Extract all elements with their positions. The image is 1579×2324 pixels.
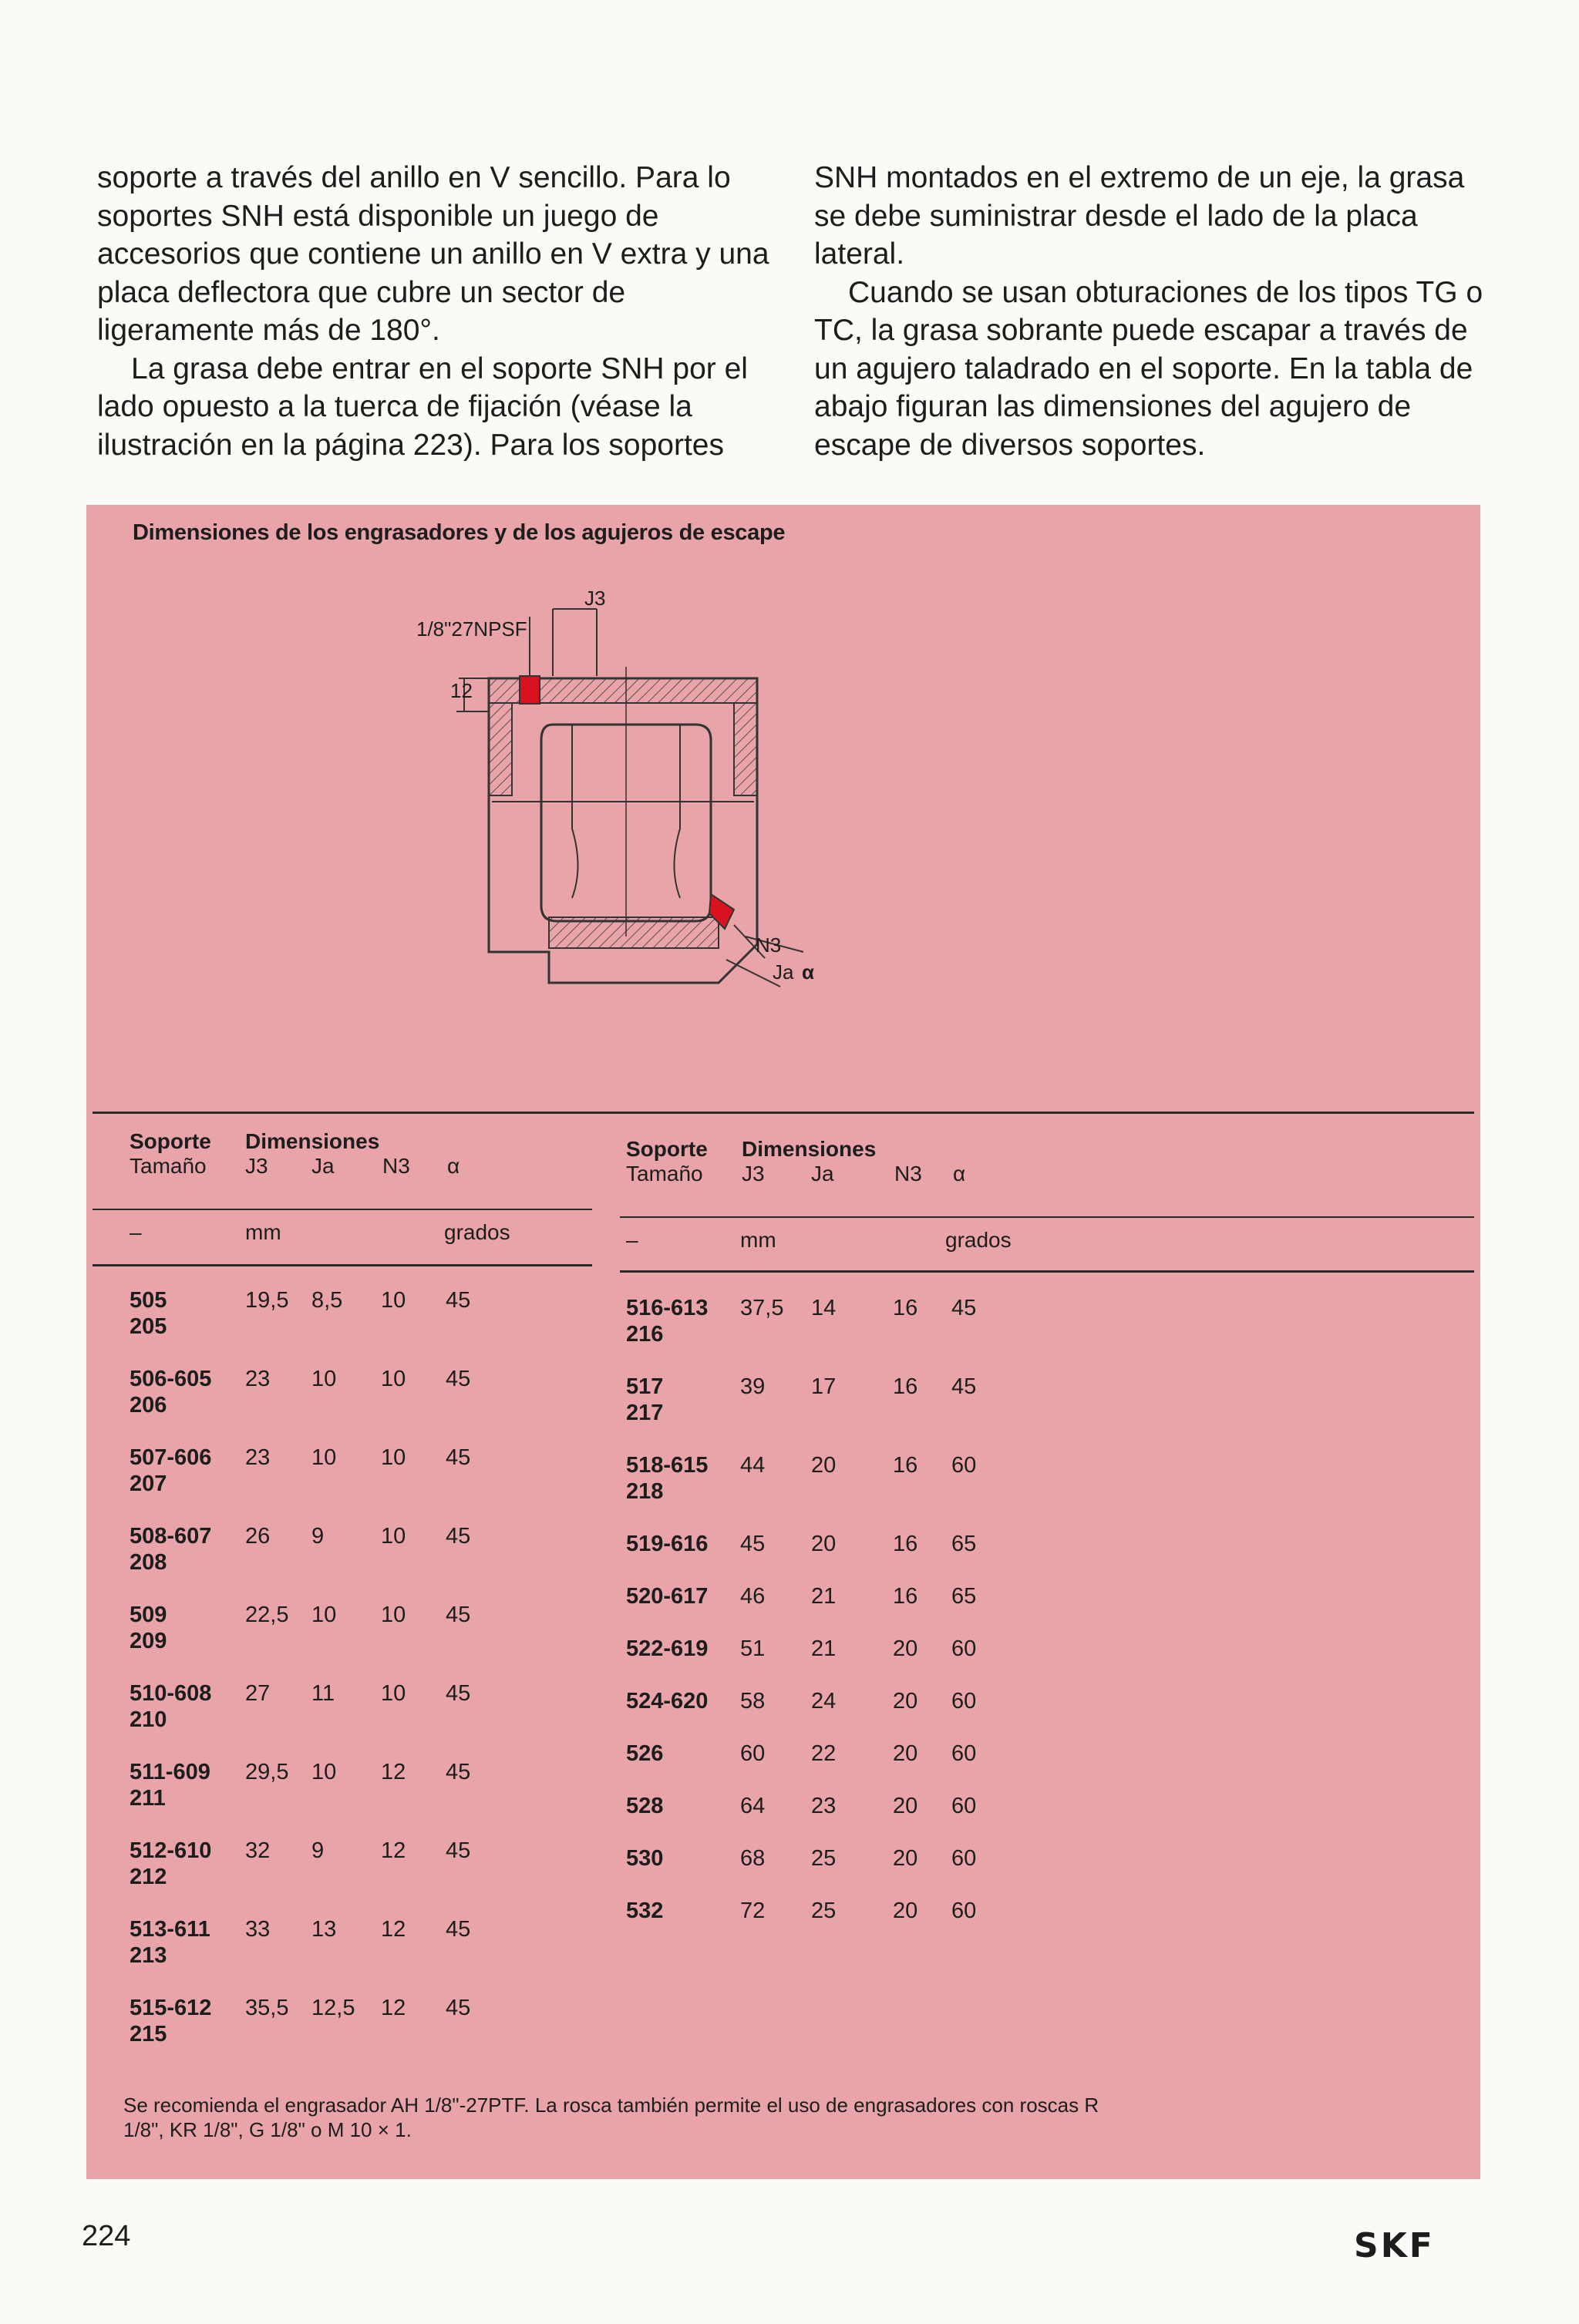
j3-label: J3 [584,587,606,610]
unit-mm: mm [740,1228,776,1252]
unit-grados: grados [945,1228,1012,1252]
header-dimensiones: Dimensiones [742,1137,877,1161]
paragraph: soporte a través del anillo en V sencillo. Para lo soportes SNH está disponible un juego de accesorios que contiene un anillo en V extra y una placa deflectora que cubre un sector de ligeramente más de 180°. [97,161,769,347]
right-header-rule [620,1216,1474,1218]
header-ja: Ja [311,1154,335,1178]
left-header-rule [93,1209,592,1210]
left-wall [489,703,512,795]
dimensions-panel: Dimensiones de los engrasadores y de los agujeros de escape 1/8"27NPSF J3 12 N3 Ja α Soporte Dimensiones Tamaño J3 Ja N3 α – mm grados Soporte Dimensiones Tamaño J3 Ja N3 α – mm grados 505 19,5 8,5 10 45 205 506-605 23 10 10 45 206 507-606 23 10 10 45 207 508-607 26 9 10 45 208 509 22,5 10 10 45 209 510-608 27 11 10 45 210 511-609 29,5 10 12 45 211 512-610 32 9 12 45 212 513-611 33 13 12 45 213 515-612 35,5 12,5 12 45 215 516-613 37,5 14 16 45 216 517 39 17 16 45 217 518-615 44 20 16 60 218 519-616 45 20 16 65 520-617 46 21 16 65 522-619 51 21 20 60 524-620 58 24 20 60 526 60 22 20 60 528 64 23 20 60 530 68 25 20 60 532 72 25 20 60 Se recomienda el engrasador AH 1/8"-27PTF. La rosca también permite el uso de engrasadores con roscas R 1/8", KR 1/8", G 1/8" o M 10 × 1. [86,505,1480,2179]
paragraph: La grasa debe entrar en el soporte SNH por el lado opuesto a la tuerca de fijación (véase la ilustración en la página 223). Para los soportes [97,351,748,462]
body-text-right-column [814,159,1493,464]
header-alpha: α [447,1154,460,1178]
right-units-rule [620,1270,1474,1273]
twelve-label: 12 [450,679,473,702]
header-j3: J3 [742,1162,765,1186]
header-j3: J3 [245,1154,268,1178]
header-n3: N3 [382,1154,410,1178]
footnote: Se recomienda el engrasador AH 1/8"-27PTF. La rosca también permite el uso de engrasadores con roscas R 1/8", KR 1/8", G 1/8" o M 10 × 1. [123,2094,1099,2141]
ja-label: Ja [773,960,794,984]
header-tamano: Tamaño [130,1154,207,1178]
header-soporte: Soporte [130,1129,211,1153]
unit-mm: mm [245,1220,281,1244]
header-alpha: α [953,1162,966,1186]
alpha-label: α [802,960,814,984]
unit-dash: – [130,1220,142,1244]
paragraph: SNH montados en el extremo de un eje, la grasa se debe suministrar desde el lado de la placa lateral. [814,161,1465,271]
right-wall [734,703,757,795]
header-tamano: Tamaño [626,1162,703,1186]
brand-logo: SKF [1354,2226,1435,2265]
paragraph: Cuando se usan obturaciones de los tipos TG o TC, la grasa sobrante puede escapar a través de un agujero taladrado en el soporte. En la tabla de abajo figuran las dimensiones del agujero de escape de diversos soportes. [814,275,1483,462]
body-text-left-column [97,159,776,464]
page-number: 224 [82,2220,131,2252]
unit-grados: grados [444,1220,510,1244]
panel-title: Dimensiones de los engrasadores y de los agujeros de escape [133,520,786,545]
header-soporte: Soporte [626,1137,708,1161]
header-ja: Ja [811,1162,834,1186]
unit-dash: – [626,1228,638,1252]
header-n3: N3 [894,1162,922,1186]
bearing-housing-drawing [318,574,873,1006]
table-top-rule [93,1112,1474,1114]
n3-label: N3 [756,933,782,957]
thread-label: 1/8"27NPSF [416,617,527,641]
header-dimensiones: Dimensiones [245,1129,380,1153]
left-units-rule [93,1264,592,1266]
grease-fitting [520,676,540,704]
